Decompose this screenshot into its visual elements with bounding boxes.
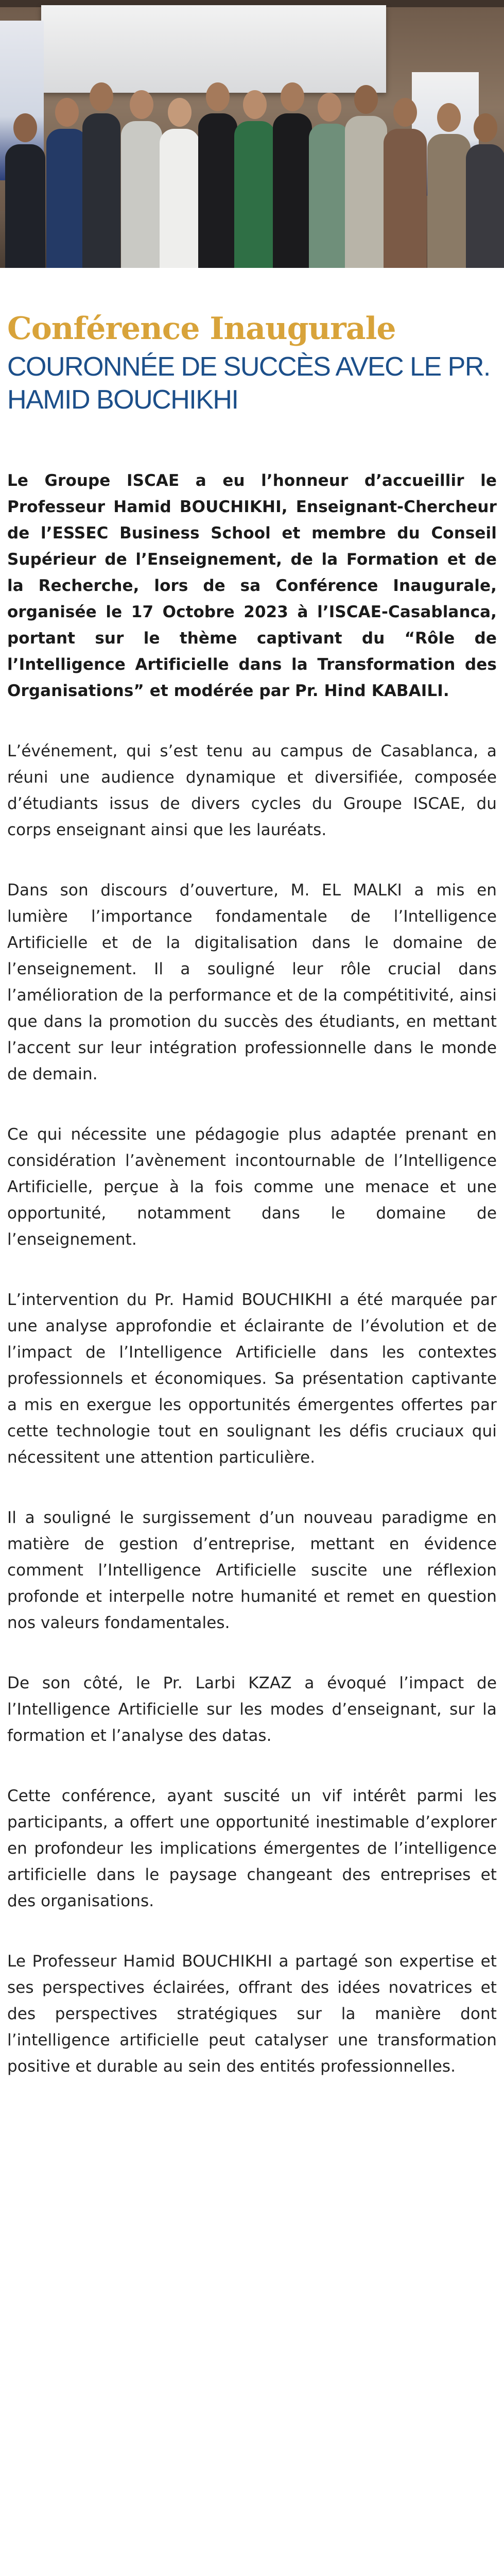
- attendee-head: [13, 113, 37, 142]
- attendee-head: [354, 85, 378, 114]
- attendee-body: [46, 129, 88, 268]
- attendee-body: [273, 113, 312, 268]
- attendee-figure: [198, 82, 237, 268]
- attendee-head: [318, 93, 341, 122]
- attendee-figure: [466, 113, 504, 268]
- attendee-figure: [234, 90, 275, 268]
- attendee-body: [82, 113, 120, 268]
- attendee-figure: [345, 85, 387, 268]
- article-paragraph: L’intervention du Pr. Hamid BOUCHIKHI a été marquée par une analyse approfondie et éclairante de l’évolution et de l’impact de l’Intelligence Artificielle dans les contextes professionnels et économiques. Sa présentation captivante a mis en exergue les opportunités émergentes offertes par cette technologie tout en soulignant les défis cruciaux qui nécessitent une attention particulière.: [7, 1291, 497, 1467]
- attendee-head: [437, 103, 461, 132]
- article-subtitle: COURONNÉE DE SUCCÈS AVEC LE PR. HAMID BOUCHIKHI: [7, 352, 490, 415]
- attendee-figure: [427, 103, 471, 268]
- attendee-figure: [82, 82, 120, 268]
- attendee-head: [130, 90, 153, 119]
- attendee-body: [309, 124, 350, 268]
- article-lead-paragraph: Le Groupe ISCAE a eu l’honneur d’accueillir le Professeur Hamid BOUCHIKHI, Enseignant-Chercheur de l’ESSEC Business School et membre du Conseil Supérieur de l’Enseignement, de la Formation et de la Recherche, lors de sa Conférence Inaugurale, organisée le 17 Octobre 2023 à l’ISCAE-Casablanca, portant sur le thème captivant du “Rôle de l’Intelligence Artificielle dans la Transformation des Organisations” et modérée par Pr. Hind KABAILI.: [7, 471, 497, 700]
- attendee-body: [5, 144, 45, 268]
- attendee-body: [234, 121, 275, 268]
- attendee-body: [345, 116, 387, 268]
- attendee-head: [393, 98, 417, 127]
- article-paragraph: Il a souligné le surgissement d’un nouveau paradigme en matière de gestion d’entreprise, mettant en évidence comment l’Intelligence Artificielle suscite une réflexion profonde et interpelle notre humanité et remet en question nos valeurs fondamentales.: [7, 1509, 497, 1632]
- attendee-head: [206, 82, 230, 111]
- attendee-figure: [46, 98, 88, 268]
- attendee-head: [281, 82, 304, 111]
- attendee-body: [466, 144, 504, 268]
- attendee-body: [427, 134, 471, 268]
- attendee-body: [160, 129, 200, 268]
- attendee-figure: [121, 90, 162, 268]
- attendee-figure: [273, 82, 312, 268]
- attendee-figure: [5, 113, 45, 268]
- attendee-head: [168, 98, 192, 127]
- article-paragraph: Le Professeur Hamid BOUCHIKHI a partagé son expertise et ses perspectives éclairées, offrant des idées novatrices et des perspectives stratégiques sur la manière dont l’intelligence artificielle peut catalyser une transformation positive et durable au sein des entités professionnelles.: [7, 1952, 497, 2076]
- article-paragraph: De son côté, le Pr. Larbi KZAZ a évoqué l’impact de l’Intelligence Artificielle sur les modes d’enseignant, sur la formation et l’analyse des datas.: [7, 1674, 497, 1745]
- article: [7, 309, 497, 2080]
- attendee-figure: [309, 93, 350, 268]
- article-title: Conférence Inaugurale: [7, 311, 396, 347]
- attendee-head: [243, 90, 267, 119]
- attendee-body: [121, 121, 162, 268]
- article-paragraph: Ce qui nécessite une pédagogie plus adaptée prenant en considération l’avènement incontournable de l’Intelligence Artificielle, perçue à la fois comme une menace et une opportunité, notamment dans le domaine de l’enseignement.: [7, 1125, 497, 1249]
- hero-group-photo: [0, 0, 504, 268]
- article-paragraph: Dans son discours d’ouverture, M. EL MALKI a mis en lumière l’importance fondamentale de l’Intelligence Artificielle et de la digitalisation dans le domaine de l’enseignement. Il a souligné leur rôle crucial dans l’amélioration de la performance et de la compétitivité, ainsi que dans la promotion du succès des étudiants, en mettant l’accent sur leur intégration professionnelle dans le monde de demain.: [7, 881, 497, 1083]
- attendee-figure: [384, 98, 427, 268]
- attendee-figure: [160, 98, 200, 268]
- attendee-head: [90, 82, 113, 111]
- attendee-head: [474, 113, 497, 142]
- attendee-head: [55, 98, 79, 127]
- article-paragraph: L’événement, qui s’est tenu au campus de Casablanca, a réuni une audience dynamique et diversifiée, composée d’étudiants issus de divers cycles du Groupe ISCAE, du corps enseignant ainsi que les lauréats.: [7, 742, 497, 839]
- article-paragraph: Cette conférence, ayant suscité un vif intérêt parmi les participants, a offert une opportunité inestimable d’explorer en profondeur les implications émergentes de l’intelligence artificielle dans le paysage changeant des entreprises et des organisations.: [7, 1787, 497, 1910]
- attendee-body: [384, 129, 427, 268]
- projection-screen: [41, 5, 386, 93]
- attendee-body: [198, 113, 237, 268]
